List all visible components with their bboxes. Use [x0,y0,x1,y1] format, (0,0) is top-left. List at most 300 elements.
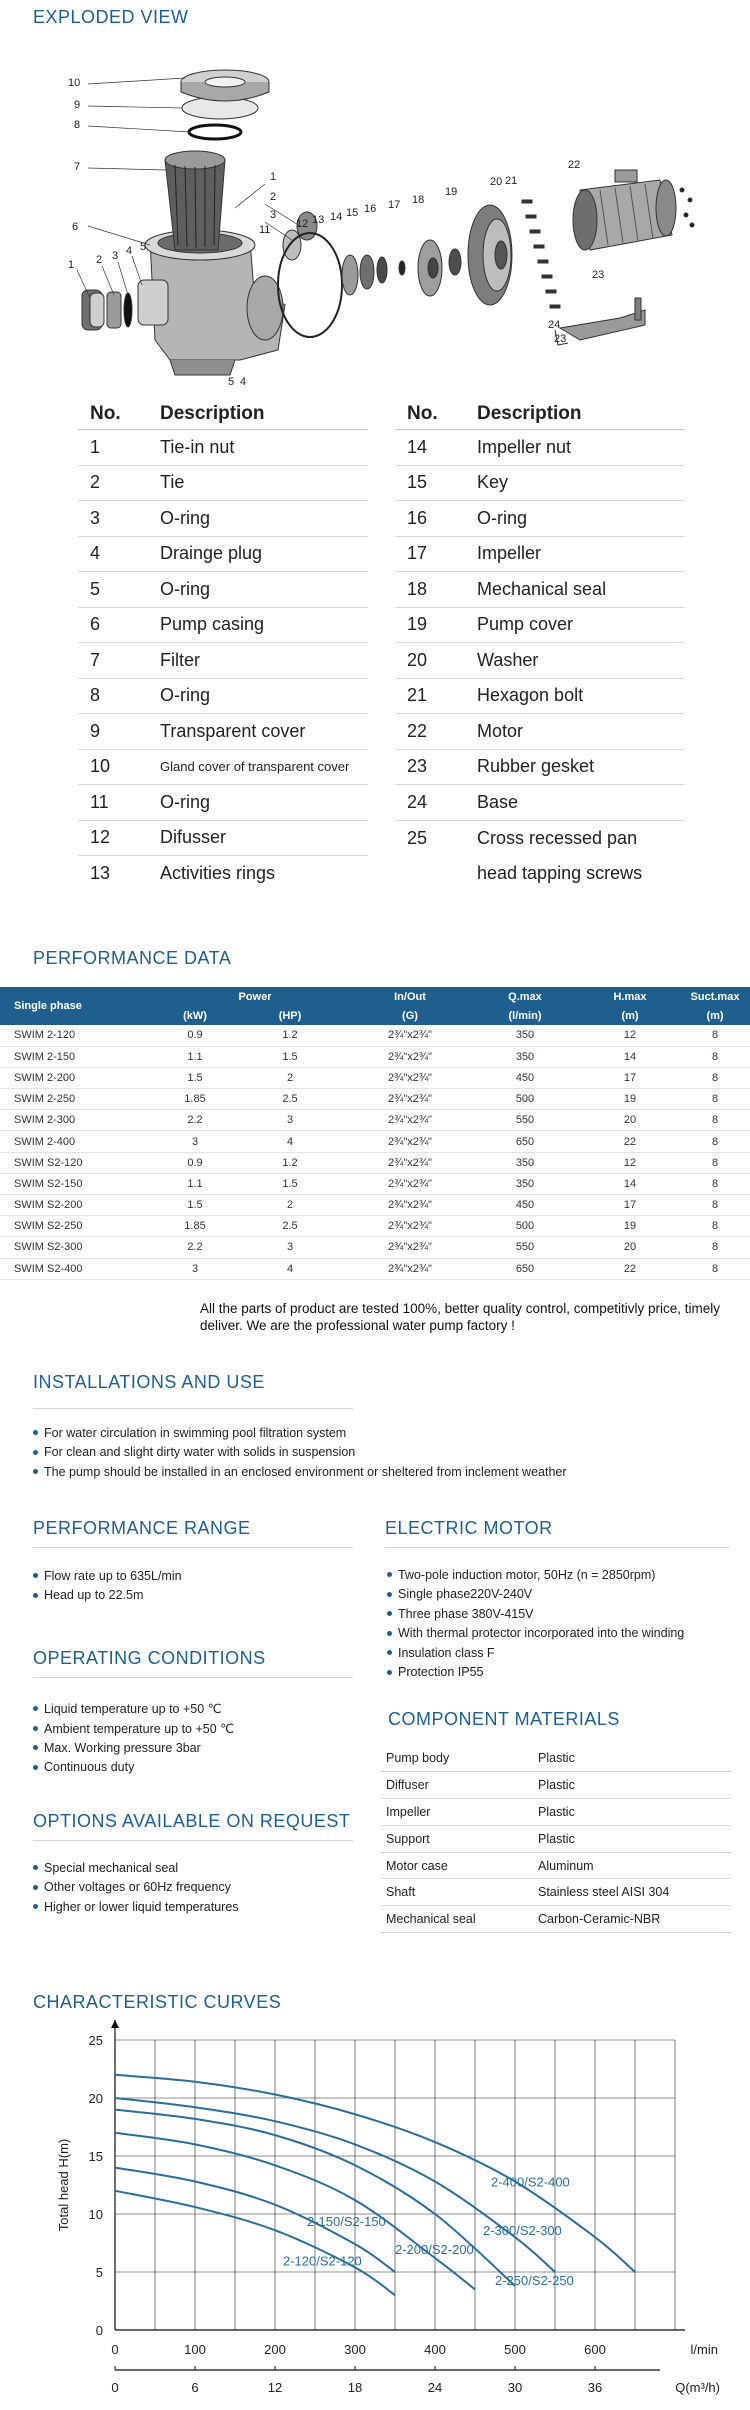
material-name: Plastic [538,1772,732,1799]
callout-12: 12 [296,218,309,230]
value-cell: 1.2 [230,1152,350,1173]
value-cell: 8 [680,1067,750,1088]
value-cell: 8 [680,1131,750,1152]
bullet-icon [387,1611,392,1616]
performance-row [0,1025,750,1046]
material-row [380,1879,732,1906]
part-description: Rubber gesket [477,756,595,777]
list-item [33,1758,234,1778]
bullet-icon [33,1765,38,1770]
list-item-text: The pump should be installed in an enclosed environment or sheltered from inclement weather [44,1464,567,1479]
callout-1a: 1 [68,259,75,271]
value-cell: 4 [230,1131,350,1152]
value-cell: 1.85 [160,1216,230,1237]
x-tick-label: 500 [504,2342,526,2357]
parts-table-header [78,398,368,430]
part-description: O-ring [160,578,211,599]
value-cell: 450 [470,1067,580,1088]
value-cell: 2¾"x2¾" [350,1046,470,1067]
value-cell: 2 [230,1067,350,1088]
callout-18: 18 [412,194,425,206]
list-item [33,1858,239,1878]
value-cell: 8 [680,1173,750,1194]
performance-range-title: PERFORMANCE RANGE [33,1518,251,1538]
model-cell: SWIM 2-200 [0,1067,160,1088]
hmax-unit: (m) [621,1009,639,1022]
bullet-icon [33,1430,38,1435]
list-item [387,1663,684,1683]
y-tick-label: 0 [95,2323,103,2338]
part-number: 4 [90,543,101,564]
part-description: Key [477,472,509,493]
motor-part [573,170,694,250]
component-name: Support [380,1825,538,1852]
bullet-icon [387,1631,392,1636]
part-row [78,466,368,502]
callout-3b: 3 [270,209,277,221]
diffuser-part [278,212,405,337]
curve-label: 2-300/S2-300 [483,2223,562,2239]
value-cell: 350 [470,1046,580,1067]
bullet-icon [33,1885,38,1890]
installations-list [33,1423,567,1482]
material-row [380,1799,732,1826]
y-tick-label: 10 [88,2207,103,2222]
part-description: O-ring [477,507,528,528]
model-cell: SWIM 2-120 [0,1025,160,1046]
value-cell: 2¾"x2¾" [350,1216,470,1237]
tie-part [107,292,121,328]
value-cell: 8 [680,1025,750,1046]
list-item [33,1897,239,1917]
list-item [33,1566,182,1586]
component-name: Mechanical seal [380,1906,538,1933]
value-cell: 1.1 [160,1173,230,1194]
value-cell: 8 [680,1046,750,1067]
model-cell: SWIM S2-300 [0,1237,160,1258]
part-row [395,750,685,786]
value-cell: 450 [470,1195,580,1216]
value-cell: 350 [470,1173,580,1194]
y-tick-label: 5 [95,2265,103,2280]
x-tick-label: 200 [264,2342,286,2357]
mechanical-seal-part [449,249,461,275]
curve-label: 2-120/S2-120 [283,2253,362,2269]
part-number: 20 [407,649,428,670]
callout-5b: 5 [228,376,235,388]
value-cell: 1.2 [230,1025,350,1046]
callout-9: 9 [74,99,81,111]
callout-24: 24 [548,319,561,331]
curve-label: 2-150/S2-150 [307,2213,386,2229]
list-item [387,1643,684,1663]
part-description: Cross recessed pan [477,827,638,848]
part-number: 7 [90,649,101,670]
part-description: Motor [477,720,524,741]
component-name: Impeller [380,1799,538,1826]
part-description: Transparent cover [160,720,306,741]
single-phase-header: Single phase [14,1000,82,1012]
qmax-unit: (l/min) [508,1009,542,1022]
value-cell: 650 [470,1131,580,1152]
curve-2-400-s2-400 [115,2075,635,2272]
parts-table-header [395,398,685,430]
value-cell: 20 [580,1110,680,1131]
x-tick-label-secondary: 0 [111,2380,119,2395]
value-cell: 2¾"x2¾" [350,1258,470,1279]
value-cell: 2¾"x2¾" [350,1131,470,1152]
curve-label: 2-250/S2-250 [495,2273,574,2289]
component-name: Diffuser [380,1772,538,1799]
list-item [33,1878,239,1898]
operating-conditions-divider [33,1677,353,1678]
value-cell: 500 [470,1216,580,1237]
inout-unit: (G) [402,1009,418,1022]
list-item [387,1604,684,1624]
performance-data-title: PERFORMANCE DATA [33,948,232,968]
list-item-text: Three phase 380V-415V [398,1606,534,1621]
component-materials-title: COMPONENT MATERIALS [388,1709,620,1729]
hexagon-bolts-part [522,200,560,308]
model-cell: SWIM S2-400 [0,1258,160,1279]
quality-note: All the parts of product are tested 100%, better quality control, competitivly price, timely deliver. We are the professional water pump factory ! [200,1301,720,1333]
value-cell: 17 [580,1195,680,1216]
exploded-view-diagram [60,40,700,390]
part-description: Tie [160,472,185,493]
part-description: head tapping screws [477,863,643,884]
part-row [78,537,368,573]
part-number: 17 [407,543,428,564]
component-name: Shaft [380,1879,538,1906]
list-item-text: Max. Working pressure 3bar [44,1740,201,1755]
value-cell: 20 [580,1237,680,1258]
electric-motor-title: ELECTRIC MOTOR [385,1518,553,1538]
material-row [380,1772,732,1799]
list-item [33,1699,234,1719]
value-cell: 19 [580,1089,680,1110]
list-item-text: Single phase220V-240V [398,1587,533,1602]
part-number: 11 [90,791,109,812]
part-number: 16 [407,507,428,528]
value-cell: 2¾"x2¾" [350,1195,470,1216]
model-cell: SWIM 2-300 [0,1110,160,1131]
x-tick-label: 300 [344,2342,366,2357]
value-cell: 2¾"x2¾" [350,1110,470,1131]
value-cell: 2¾"x2¾" [350,1089,470,1110]
performance-row [0,1152,750,1173]
list-item [33,1738,234,1758]
performance-row [0,1089,750,1110]
bullet-icon [387,1650,392,1655]
bullet-icon [33,1573,38,1578]
part-description: Gland cover of transparent cover [160,759,350,775]
curve-label: 2-200/S2-200 [395,2241,474,2257]
operating-conditions-title: OPERATING CONDITIONS [33,1648,266,1668]
performance-row [0,1237,750,1258]
part-row [395,785,685,821]
y-tick-label: 15 [88,2149,103,2164]
part-description: O-ring [160,685,211,706]
list-item [33,1462,567,1482]
list-item-text: Head up to 22.5m [44,1588,144,1603]
col-no-header: No. [407,403,438,424]
list-item-text: Protection IP55 [398,1665,484,1680]
power-header: Power [238,990,272,1003]
y-tick-label: 25 [88,2033,103,2048]
value-cell: 0.9 [160,1025,230,1046]
value-cell: 500 [470,1089,580,1110]
value-cell: 2¾"x2¾" [350,1025,470,1046]
part-description: Activities rings [160,863,276,884]
callout-5a: 5 [140,241,147,253]
list-item-text: Higher or lower liquid temperatures [44,1899,239,1914]
list-item [33,1586,182,1606]
part-number: 25 [407,827,428,848]
callout-2a: 2 [96,254,103,266]
performance-table [0,987,750,1280]
part-row [78,430,368,466]
tie-in-nut-part [82,290,104,330]
part-description: Difusser [160,827,227,848]
part-row [78,856,368,892]
installations-divider [33,1408,353,1409]
part-row [78,679,368,715]
value-cell: 650 [470,1258,580,1279]
value-cell: 3 [160,1131,230,1152]
x-axis-label-secondary: Q(m³/h) [675,2380,720,2395]
value-cell: 2.2 [160,1110,230,1131]
value-cell: 4 [230,1258,350,1279]
inout-header: In/Out [394,990,426,1003]
model-cell: SWIM S2-150 [0,1173,160,1194]
list-item-text: Flow rate up to 635L/min [44,1568,182,1583]
part-number: 19 [407,614,428,635]
y-axis-arrow-icon [111,2020,119,2028]
part-row [395,821,685,857]
value-cell: 8 [680,1258,750,1279]
value-cell: 12 [580,1152,680,1173]
callout-23b: 23 [554,333,567,345]
list-item [33,1719,234,1739]
part-number: 21 [407,685,428,706]
suct-header: Suct.max [690,990,740,1003]
performance-row [0,1046,750,1067]
value-cell: 350 [470,1152,580,1173]
part-description: Washer [477,649,539,670]
performance-row [0,1173,750,1194]
part-number: 1 [90,436,101,457]
part-description: Pump cover [477,614,574,635]
list-item-text: For clean and slight dirty water with solids in suspension [44,1445,356,1460]
component-name: Motor case [380,1852,538,1879]
value-cell: 1.5 [230,1046,350,1067]
value-cell: 19 [580,1216,680,1237]
value-cell: 2¾"x2¾" [350,1152,470,1173]
part-description: Hexagon bolt [477,685,584,706]
col-desc-header: Description [477,403,582,424]
part-number: 6 [90,614,101,635]
material-row [380,1745,732,1772]
material-name: Plastic [538,1825,732,1852]
part-row [78,501,368,537]
model-cell: SWIM S2-250 [0,1216,160,1237]
callout-7: 7 [74,161,81,173]
part-row [78,714,368,750]
parts-table-right [395,398,685,892]
part-number: 9 [90,720,101,741]
part-number: 13 [90,863,111,884]
callout-15: 15 [346,207,359,219]
value-cell: 2¾"x2¾" [350,1067,470,1088]
callout-19: 19 [445,186,458,198]
bullet-icon [387,1670,392,1675]
performance-range-list [33,1566,182,1605]
x-axis-label: l/min [690,2342,718,2357]
list-item-text: With thermal protector incorporated into the winding [398,1626,685,1641]
callout-21: 21 [505,175,518,187]
o-ring-3-part [124,293,132,327]
list-item-text: Other voltages or 60Hz frequency [44,1880,231,1895]
value-cell: 12 [580,1025,680,1046]
curve-2-300-s2-300 [115,2098,555,2272]
hp-unit: (HP) [278,1009,302,1022]
bullet-icon [33,1593,38,1598]
impeller-part [418,240,442,296]
value-cell: 1.1 [160,1046,230,1067]
options-divider [33,1840,353,1841]
value-cell: 3 [160,1258,230,1279]
list-item-text: Liquid temperature up to +50 ℃ [44,1702,222,1717]
list-item [33,1423,567,1443]
o-ring-8-part [189,125,241,139]
model-cell: SWIM 2-400 [0,1131,160,1152]
part-description: O-ring [160,507,211,528]
part-row [78,785,368,821]
col-no-header: No. [90,403,121,424]
characteristic-curves-title: CHARACTERISTIC CURVES [33,1992,282,2012]
performance-row [0,1067,750,1088]
value-cell: 8 [680,1237,750,1258]
bullet-icon [33,1726,38,1731]
part-description: Impeller [477,543,542,564]
value-cell: 1.85 [160,1089,230,1110]
bullet-icon [33,1745,38,1750]
material-name: Plastic [538,1745,732,1772]
part-number: 10 [90,756,111,777]
part-row [78,750,368,786]
value-cell: 22 [580,1131,680,1152]
part-row [395,537,685,573]
value-cell: 17 [580,1067,680,1088]
x-tick-label-secondary: 30 [507,2380,523,2395]
electric-motor-divider [385,1547,730,1548]
part-number: 18 [407,578,428,599]
list-item-text: For water circulation in swimming pool filtration system [44,1425,347,1440]
callout-23a: 23 [592,269,605,281]
gland-cover-part [181,70,269,101]
part-number: 22 [407,720,428,741]
model-cell: SWIM S2-200 [0,1195,160,1216]
part-description: Tie-in nut [160,436,235,457]
callout-14: 14 [330,211,343,223]
part-number: 15 [407,472,428,493]
model-cell: SWIM 2-150 [0,1046,160,1067]
value-cell: 550 [470,1237,580,1258]
part-row [395,679,685,715]
installations-title: INSTALLATIONS AND USE [33,1372,265,1392]
performance-row [0,1195,750,1216]
value-cell: 3 [230,1110,350,1131]
y-tick-label: 20 [88,2091,103,2106]
part-number: 8 [90,685,101,706]
part-row [395,608,685,644]
list-item-text: Ambient temperature up to +50 ℃ [44,1721,235,1736]
bullet-icon [33,1865,38,1870]
value-cell: 2.5 [230,1216,350,1237]
list-item [33,1443,567,1463]
callout-20: 20 [490,176,503,188]
bullet-icon [387,1592,392,1597]
operating-conditions-list [33,1699,234,1777]
x-tick-label: 600 [584,2342,606,2357]
value-cell: 1.5 [160,1195,230,1216]
material-row [380,1852,732,1879]
value-cell: 8 [680,1216,750,1237]
bullet-icon [33,1706,38,1711]
callout-11: 11 [259,224,271,236]
value-cell: 2¾"x2¾" [350,1237,470,1258]
value-cell: 14 [580,1173,680,1194]
callout-13: 13 [312,214,325,226]
list-item-text: Insulation class F [398,1645,495,1660]
part-number: 23 [407,756,428,777]
part-number: 12 [90,827,111,848]
part-row [395,466,685,502]
callout-17: 17 [388,199,401,211]
suct-unit: (m) [706,1009,724,1022]
part-row [395,856,685,892]
x-tick-label: 0 [111,2342,119,2357]
bullet-icon [33,1469,38,1474]
part-description: Impeller nut [477,436,572,457]
value-cell: 3 [230,1237,350,1258]
material-row [380,1825,732,1852]
pump-cover-part [468,205,512,305]
list-item-text: Continuous duty [44,1760,135,1775]
part-row [395,572,685,608]
value-cell: 14 [580,1046,680,1067]
model-cell: SWIM S2-120 [0,1152,160,1173]
material-name: Plastic [538,1799,732,1826]
part-number: 24 [407,791,428,812]
bullet-icon [33,1450,38,1455]
value-cell: 1.5 [160,1067,230,1088]
part-row [78,608,368,644]
kw-unit: (kW) [183,1009,207,1022]
exploded-view-title: EXPLODED VIEW [33,7,189,27]
curve-label: 2-400/S2-400 [491,2174,570,2190]
y-axis-label: Total head H(m) [56,2138,71,2232]
x-tick-label-secondary: 12 [267,2380,283,2395]
x-tick-label-secondary: 36 [587,2380,603,2395]
part-number: 14 [407,436,428,457]
performance-row [0,1258,750,1279]
part-row [78,643,368,679]
options-list [33,1858,239,1917]
callout-4b: 4 [240,376,247,388]
value-cell: 2¾"x2¾" [350,1173,470,1194]
part-description: Base [477,791,519,812]
